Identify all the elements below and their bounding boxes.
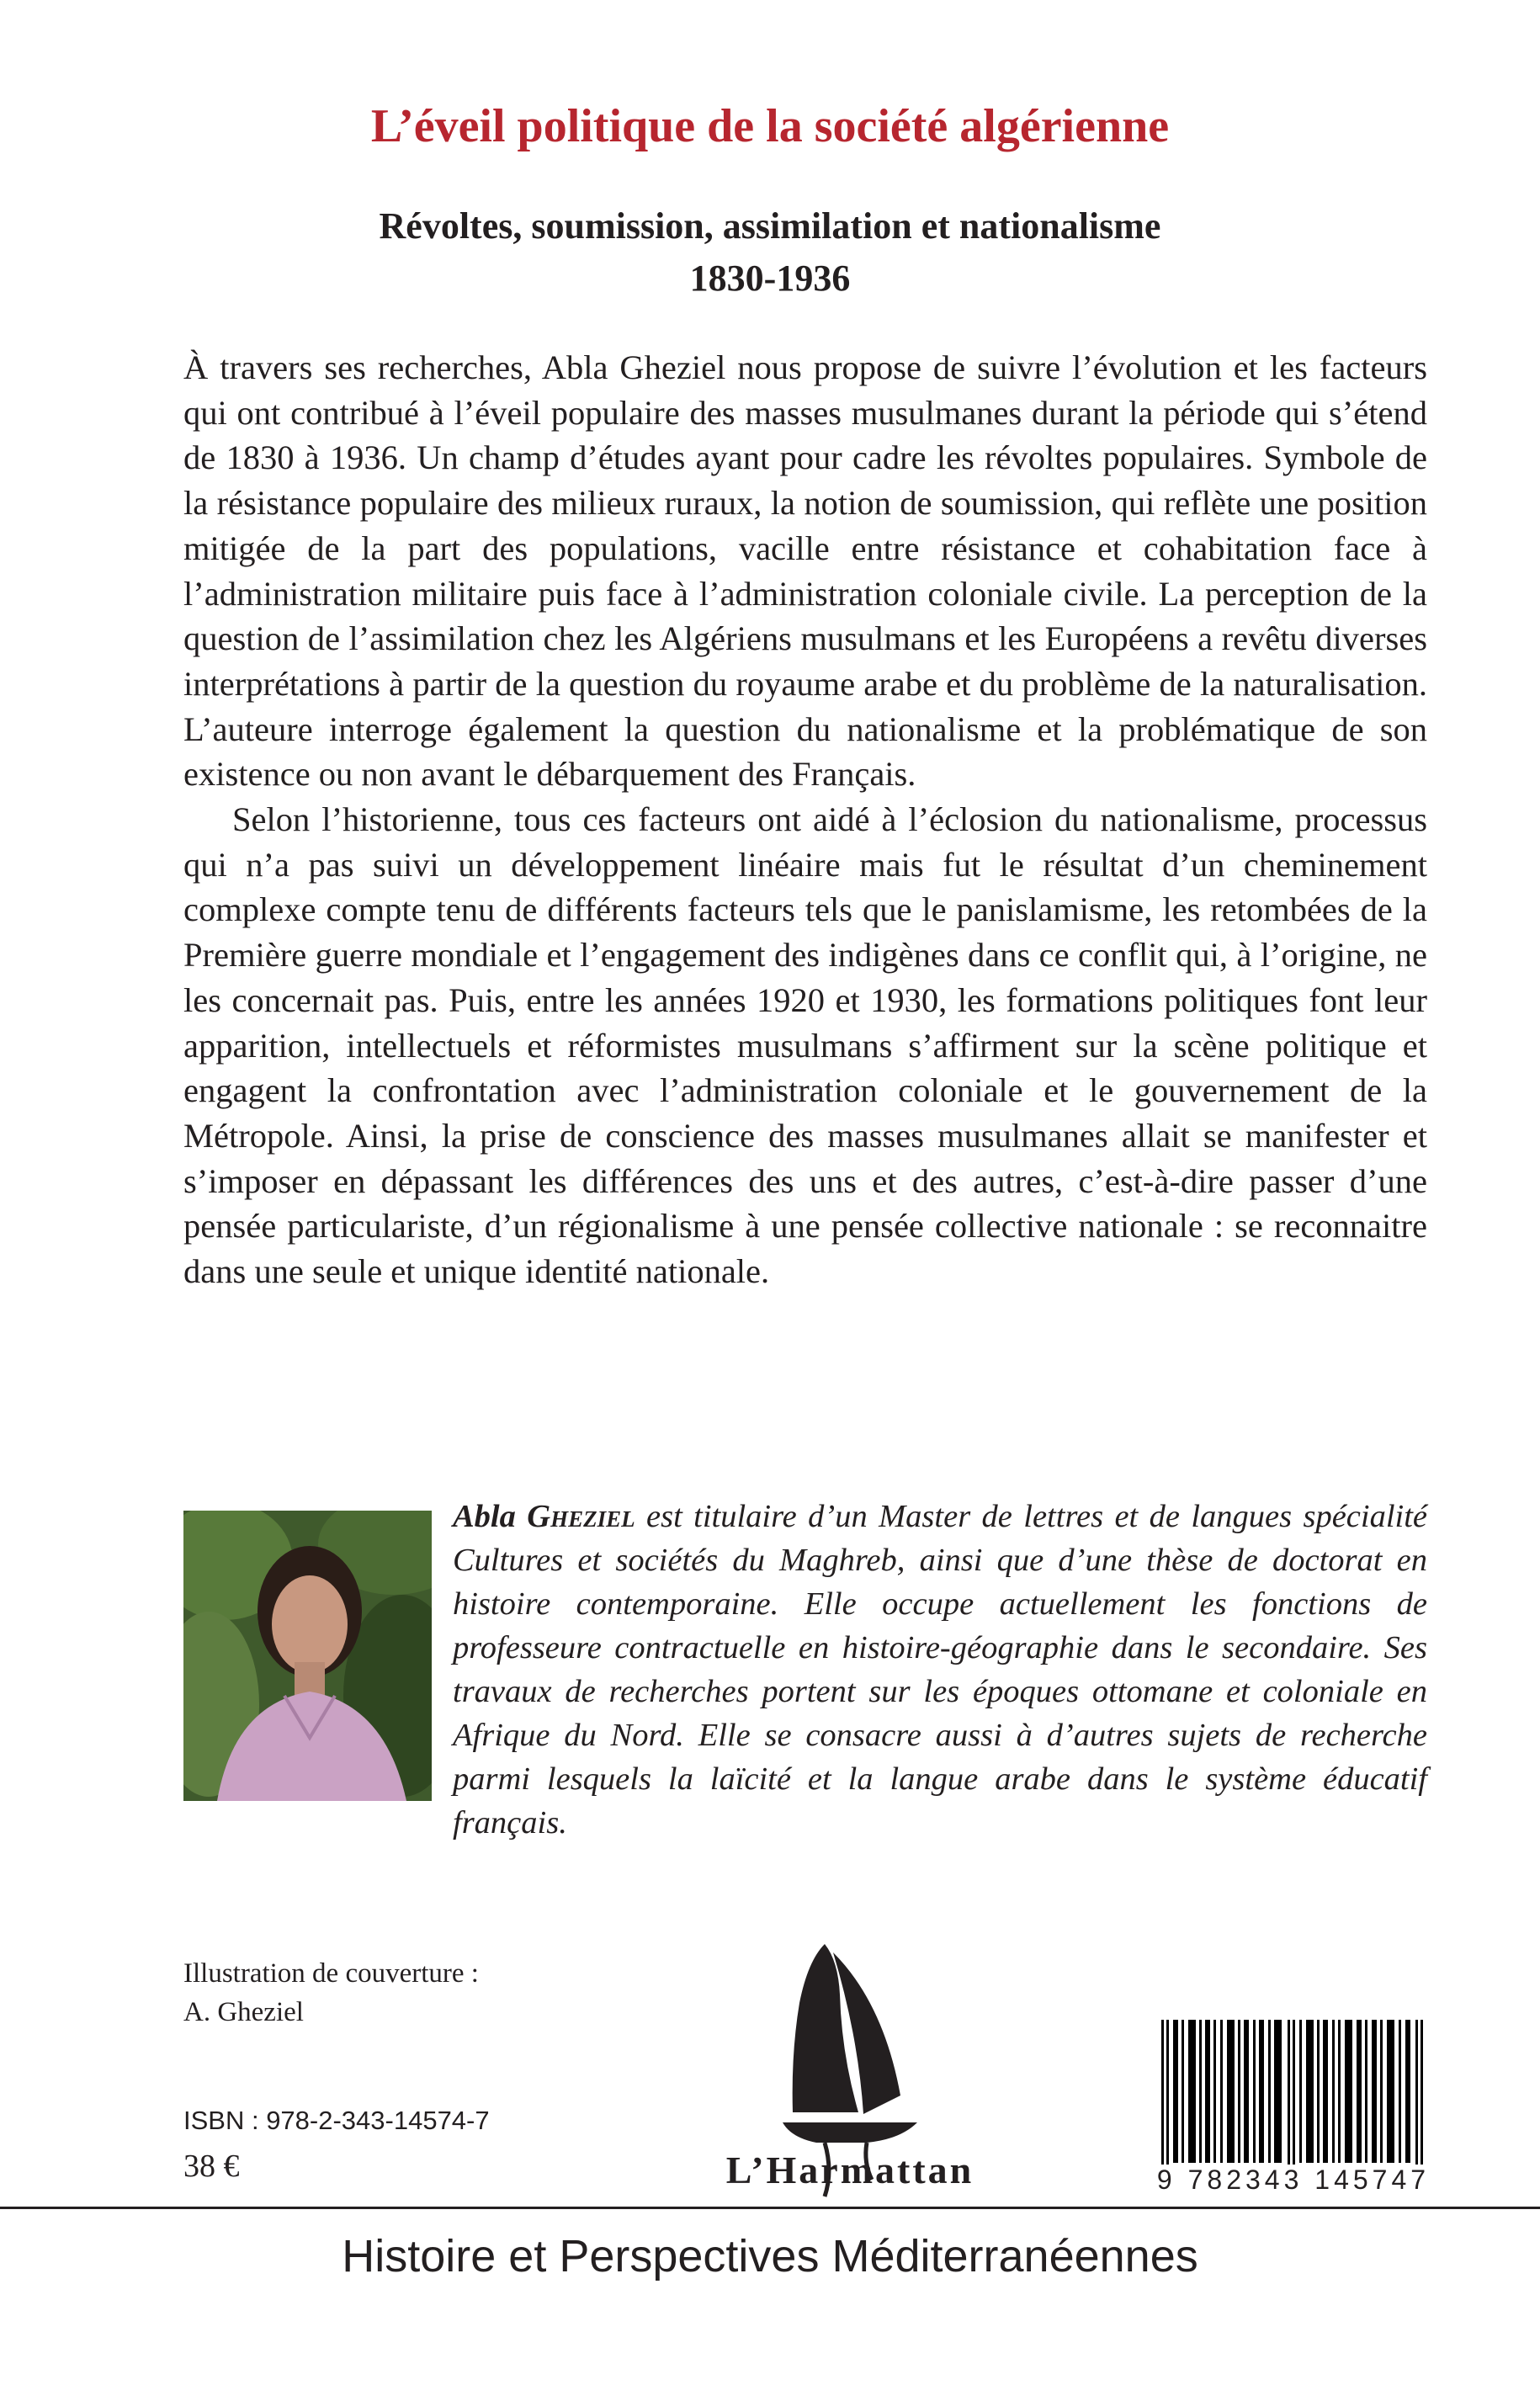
- publisher-name: L’Harmattan: [725, 2149, 974, 2191]
- series-title: Histoire et Perspectives Méditerranéennes: [342, 2231, 1198, 2281]
- barcode-number: 9 782343 145747: [1155, 2165, 1432, 2196]
- summary-paragraph-2: Selon l’historienne, tous ces facteurs ont aidé à l’éclosion du nationalisme, processus qui n’a pas suivi un développement linéaire mais fut le résultat d’un cheminement complexe compte tenu de différents facteurs tels que le panislamisme, les retombées de la Première guerre mondiale et l’engagement des indigènes dans ce conflit qui, à l’origine, ne les concernait pas. Puis, entre les années 1920 et 1930, les formations politiques font leur apparition, intellectuels et réformistes musulmans s’affirment sur la scène politique et engagent la confrontation avec l’administration coloniale et le gouvernement de la Métropole. Ainsi, la prise de conscience des masses musulmanes allait se manifester et s’imposer en dépassant les différences des uns et des autres, c’est-à-dire passer d’une pensée particulariste, d’un régionalisme à une pensée collective nationale : se reconnaitre dans une seule et unique identité nationale.: [183, 800, 1427, 1291]
- author-last-name: Gheziel: [527, 1499, 635, 1534]
- illustrator-name: A. Gheziel: [183, 1997, 304, 2027]
- illustration-label: Illustration de couverture :: [183, 1958, 479, 1989]
- author-bio: [453, 1495, 1427, 1845]
- book-summary: [183, 345, 1427, 1294]
- divider: [0, 2207, 1540, 2209]
- illustration-credit: [183, 1954, 479, 2032]
- price: 38 €: [183, 2149, 240, 2184]
- author-bio-text: est titulaire d’un Master de lettres et de langues spécialité Cultures et sociétés du Maghreb, ainsi que d’une thèse de doctorat en histoire contemporaine. Elle occupe actuellement les fonctions de professeure contractuelle en histoire-géographie dans le secondaire. Ses travaux de recherches portent sur les époques ottomane et coloniale en Afrique du Nord. Elle se consacre aussi à d’autres sujets de recherche parmi lesquels la laïcité et la langue arabe dans le système éducatif français.: [453, 1499, 1428, 1841]
- subtitle-line-2: 1830-1936: [689, 258, 851, 299]
- book-title: L’éveil politique de la société algérienne: [370, 100, 1170, 152]
- isbn: ISBN : 978-2-343-14574-7: [183, 2106, 490, 2135]
- summary-paragraph-1: À travers ses recherches, Abla Gheziel nous propose de suivre l’évolution et les facteurs qui ont contribué à l’éveil populaire des masses musulmanes durant la période qui s’étend de 1830 à 1936. Un champ d’études ayant pour cadre les révoltes populaires. Symbole de la résistance populaire des milieux ruraux, la notion de soumission, qui reflète une position mitigée de la part des populations, vacille entre résistance et cohabitation face à l’administration militaire puis face à l’administration coloniale civile. La perception de la question de l’assimilation chez les Algériens musulmans et les Européens a revêtu diverses interprétations à partir de la question du royaume arabe et du problème de la naturalisation. L’auteure interroge également la question du nationalisme et la problématique de son existence ou non avant le débarquement des Français.: [183, 348, 1427, 794]
- book-subtitle: [0, 200, 1540, 305]
- subtitle-line-1: Révoltes, soumission, assimilation et nationalisme: [379, 205, 1161, 247]
- author-first-name: Abla: [453, 1499, 516, 1534]
- author-photo: [183, 1511, 432, 1801]
